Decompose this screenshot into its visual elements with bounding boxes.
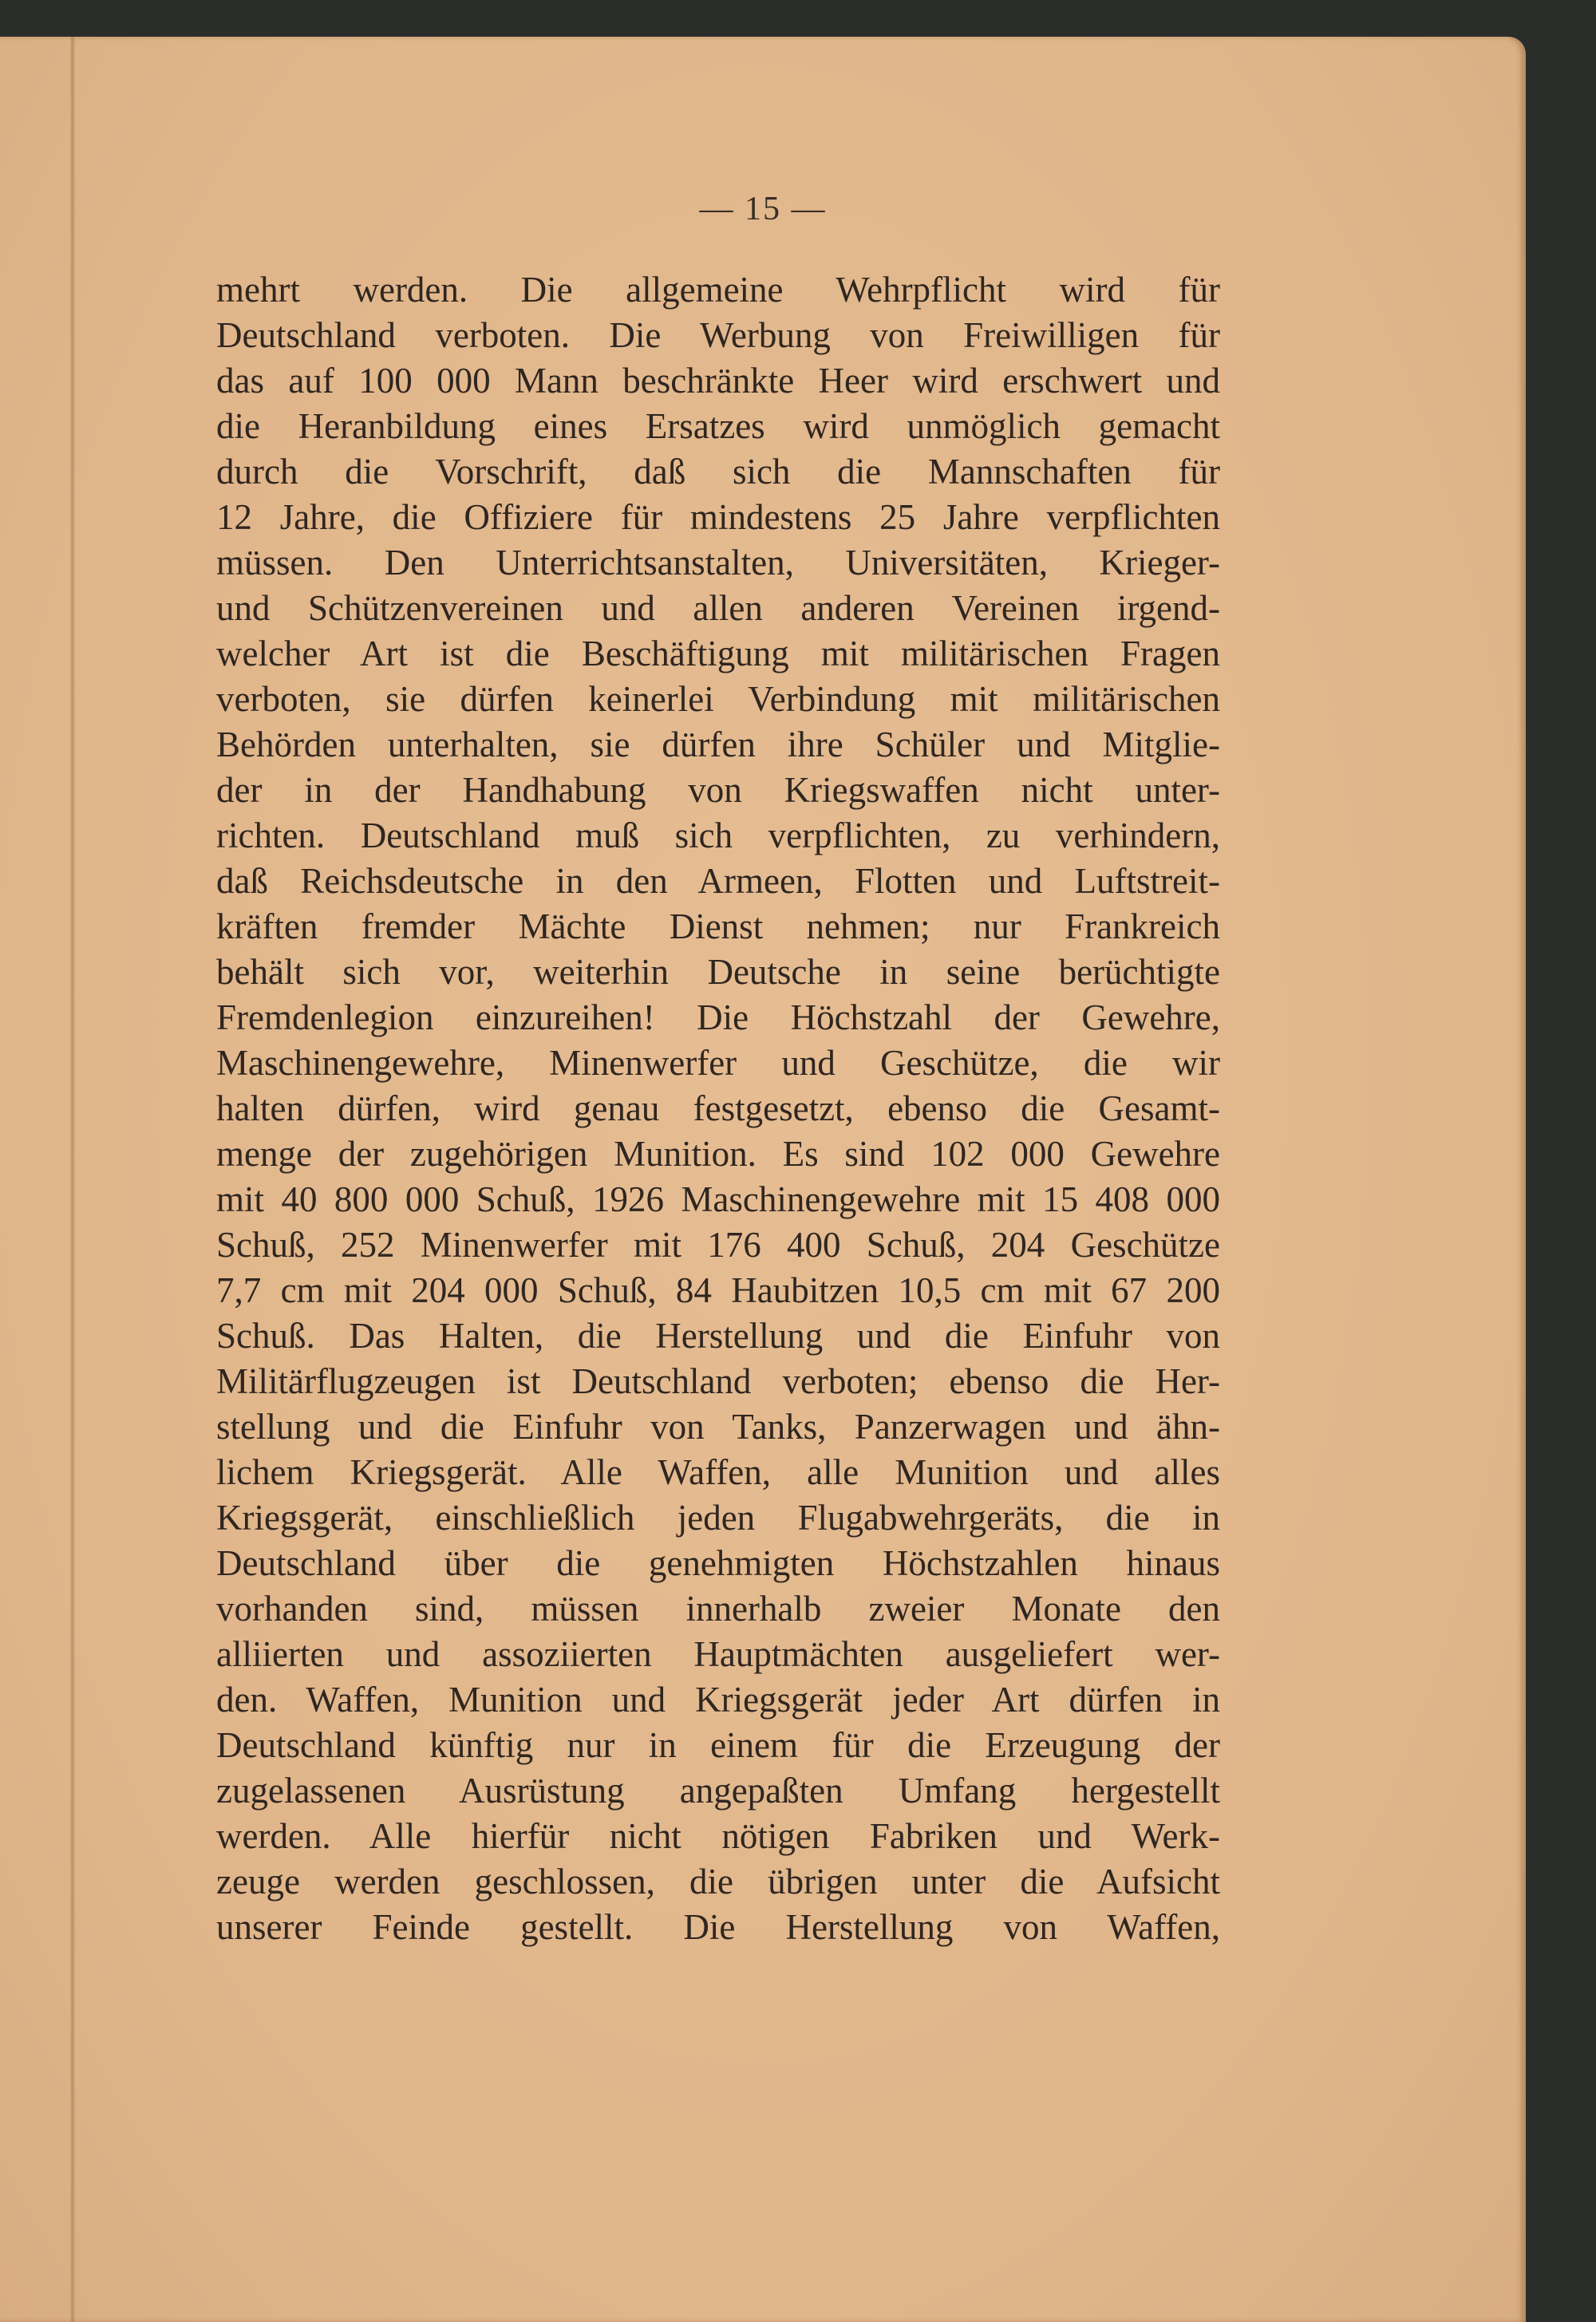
text-line: halten dürfen, wird genau festgesetzt, ebenso die Gesamt- [216,1088,1220,1128]
text-line: vorhanden sind, müssen innerhalb zweier Monate den [216,1589,1220,1629]
text-line: Schuß, 252 Minenwerfer mit 176 400 Schuß, 204 Geschütze [216,1225,1220,1265]
page-number: — 15 — [699,191,827,227]
text-line: der in der Handhabung von Kriegswaffen nicht unter- [216,770,1220,810]
text-line: Deutschland künftig nur in einem für die Erzeugung der [216,1725,1220,1765]
text-line: Kriegsgerät, einschließlich jeden Flugabwehrgeräts, die in [216,1498,1220,1538]
text-line: verboten, sie dürfen keinerlei Verbindung mit militärischen [216,679,1220,719]
text-line: daß Reichsdeutsche in den Armeen, Flotten und Luftstreit- [216,861,1220,901]
text-line: kräften fremder Mächte Dienst nehmen; nur Frankreich [216,906,1220,946]
text-line: mit 40 800 000 Schuß, 1926 Maschinengewehre mit 15 408 000 [216,1179,1220,1219]
text-line: welcher Art ist die Beschäftigung mit militärischen Fragen [216,634,1220,673]
text-line: die Heranbildung eines Ersatzes wird unmöglich gemacht [216,406,1220,446]
text-line: Deutschland über die genehmigten Höchstzahlen hinaus [216,1543,1220,1583]
text-line: den. Waffen, Munition und Kriegsgerät jeder Art dürfen in [216,1680,1220,1720]
text-line: Fremdenlegion einzureihen! Die Höchstzahl der Gewehre, [216,997,1220,1037]
text-line: 7,7 cm mit 204 000 Schuß, 84 Haubitzen 10,5 cm mit 67 200 [216,1270,1220,1310]
text-line: Deutschland verboten. Die Werbung von Freiwilligen für [216,315,1220,355]
text-line: behält sich vor, weiterhin Deutsche in seine berüchtigte [216,952,1220,992]
text-line: Schuß. Das Halten, die Herstellung und die Einfuhr von [216,1316,1220,1356]
text-line: Militärflugzeugen ist Deutschland verboten; ebenso die Her- [216,1361,1220,1401]
text-line: durch die Vorschrift, daß sich die Mannschaften für [216,452,1220,492]
text-line: und Schützenvereinen und allen anderen Vereinen irgend- [216,588,1220,628]
text-line: menge der zugehörigen Munition. Es sind 102 000 Gewehre [216,1134,1220,1174]
text-line: unserer Feinde gestellt. Die Herstellung von Waffen, [216,1907,1220,1947]
text-line: Maschinengewehre, Minenwerfer und Geschütze, die wir [216,1043,1220,1083]
text-line: lichem Kriegsgerät. Alle Waffen, alle Munition und alles [216,1452,1220,1492]
body-text [216,267,1220,1950]
text-line: richten. Deutschland muß sich verpflichten, zu verhindern, [216,815,1220,855]
page-binding-edge [70,37,75,2322]
text-line: Behörden unterhalten, sie dürfen ihre Schüler und Mitglie- [216,725,1220,764]
text-line: zugelassenen Ausrüstung angepaßten Umfang hergestellt [216,1771,1220,1811]
text-line: zeuge werden geschlossen, die übrigen unter die Aufsicht [216,1862,1220,1901]
text-line: 12 Jahre, die Offiziere für mindestens 25 Jahre verpflichten [216,497,1220,537]
text-line: müssen. Den Unterrichtsanstalten, Universitäten, Krieger- [216,543,1220,582]
text-line: werden. Alle hierfür nicht nötigen Fabriken und Werk- [216,1816,1220,1856]
text-line: stellung und die Einfuhr von Tanks, Panzerwagen und ähn- [216,1407,1220,1447]
text-line: das auf 100 000 Mann beschränkte Heer wird erschwert und [216,361,1220,401]
text-line: mehrt werden. Die allgemeine Wehrpflicht wird für [216,270,1220,310]
text-line: alliierten und assoziierten Hauptmächten ausgeliefert wer- [216,1634,1220,1674]
